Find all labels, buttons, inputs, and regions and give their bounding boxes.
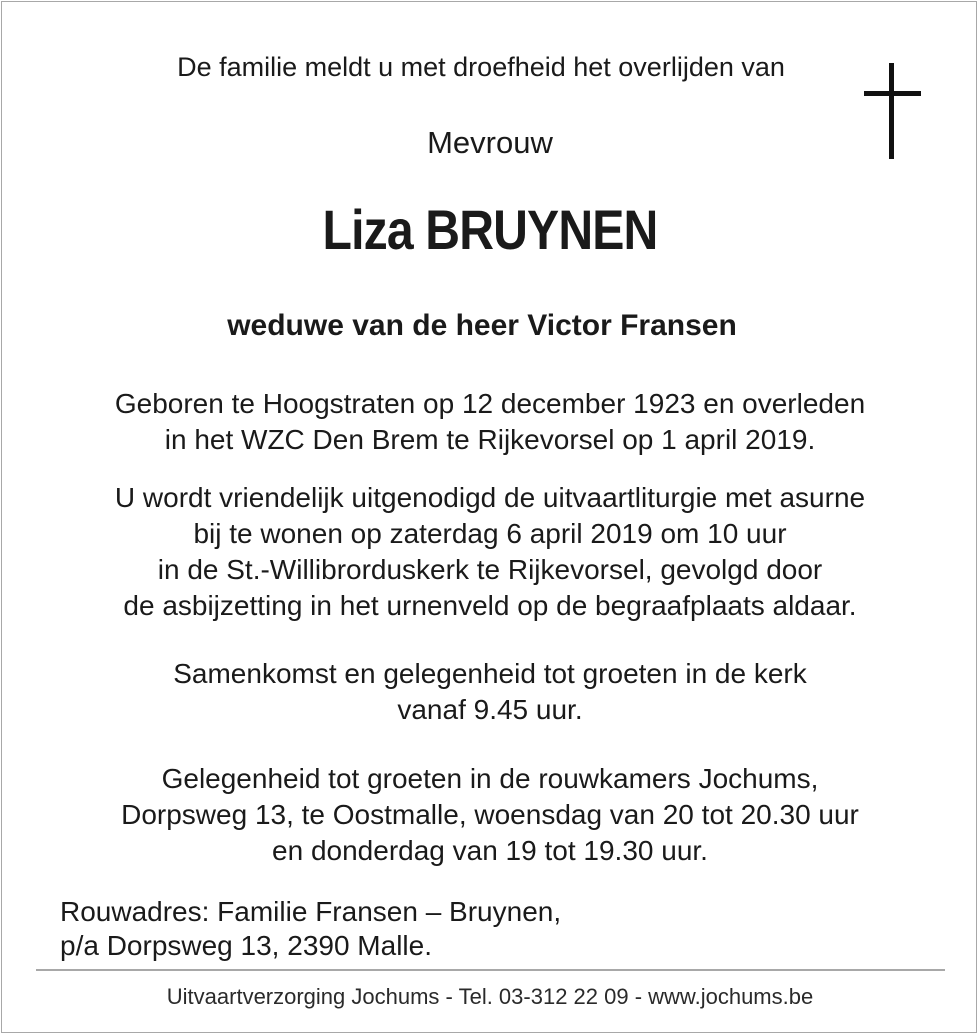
footer-text: Uitvaartverzorging Jochums - Tel. 03-312 22 09 - www.jochums.be (166, 984, 814, 1009)
footer-divider (36, 969, 945, 971)
gathering-line-2: vanaf 9.45 uur. (397, 694, 583, 725)
mourning-address-line-2: p/a Dorpsweg 13, 2390 Malle. (60, 930, 432, 961)
salutation: Mevrouw (427, 125, 553, 160)
visitation-line-2: Dorpsweg 13, te Oostmalle, woensdag van 20 tot 20.30 uur (121, 799, 859, 830)
birth-death-line-1: Geboren te Hoogstraten op 12 december 1923 en overleden (114, 388, 866, 419)
intro-text: De familie meldt u met droefheid het overlijden van (177, 52, 785, 82)
funeral-line-2: bij te wonen op zaterdag 6 april 2019 om 10 uur (193, 518, 787, 549)
funeral-line-4: de asbijzetting in het urnenveld op de begraafplaats aldaar. (123, 590, 857, 621)
visitation-line-3: en donderdag van 19 tot 19.30 uur. (272, 835, 708, 866)
deceased-name: Liza BRUYNEN (322, 198, 658, 261)
funeral-line-3: in de St.-Willibrorduskerk te Rijkevorsel, gevolgd door (157, 554, 823, 585)
funeral-line-1: U wordt vriendelijk uitgenodigd de uitvaartliturgie met asurne (114, 482, 866, 513)
relation-text: weduwe van de heer Victor Fransen (227, 309, 737, 342)
gathering-line-1: Samenkomst en gelegenheid tot groeten in de kerk (173, 658, 807, 689)
birth-death-line-2: in het WZC Den Brem te Rijkevorsel op 1 april 2019. (164, 424, 816, 455)
mourning-address-line-1: Rouwadres: Familie Fransen – Bruynen, (60, 896, 562, 927)
visitation-line-1: Gelegenheid tot groeten in de rouwkamers Jochums, (161, 763, 819, 794)
